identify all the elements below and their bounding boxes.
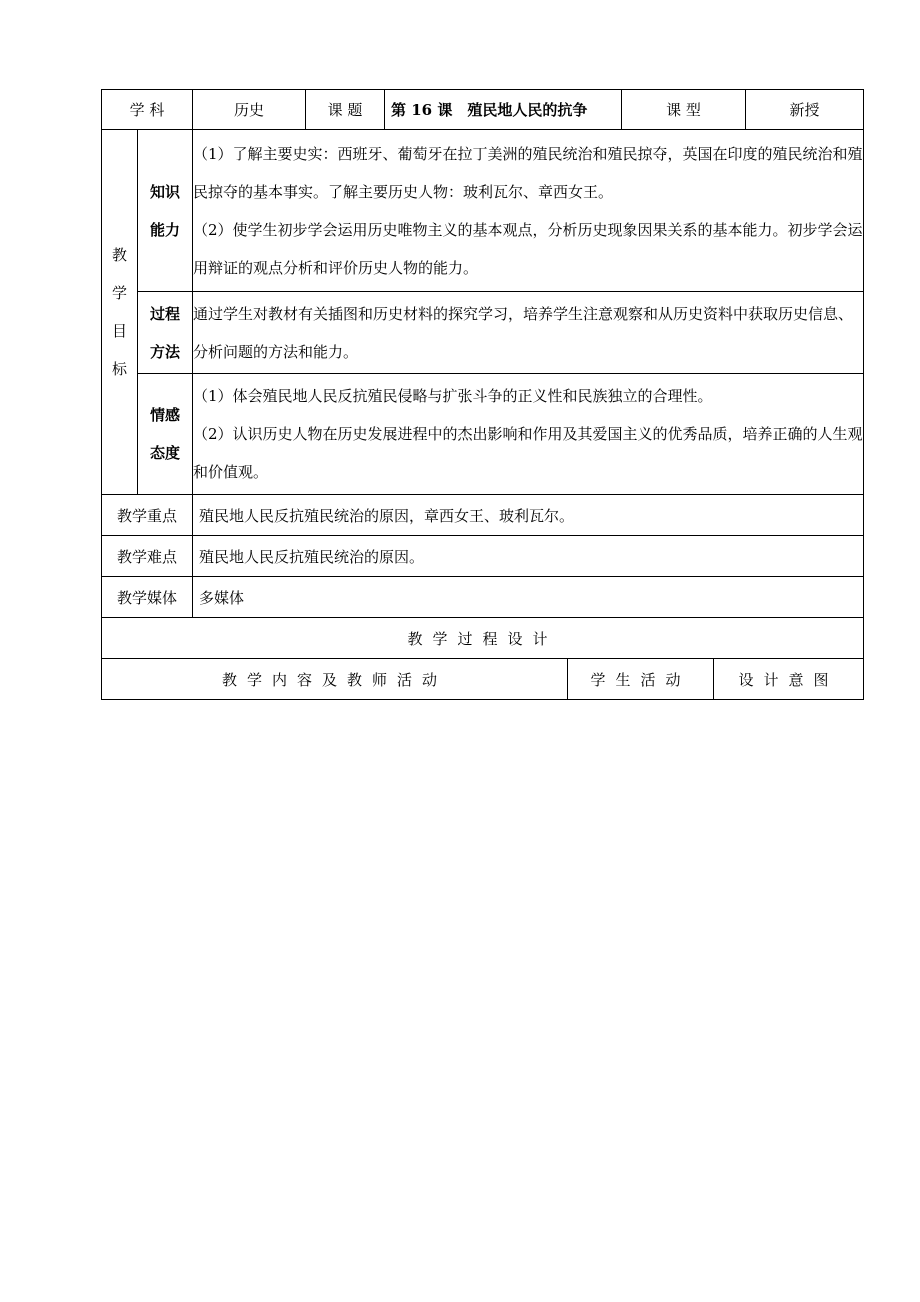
objectives-char-3: 目 bbox=[111, 322, 127, 340]
knowledge-label-line-2: 能力 bbox=[149, 220, 180, 239]
key-points-row bbox=[102, 495, 864, 536]
student-column-header: 学生活动 bbox=[568, 659, 714, 700]
objectives-char-4: 标 bbox=[111, 360, 127, 378]
subject-label: 学 科 bbox=[102, 90, 193, 130]
knowledge-label-line-1: 知识 bbox=[149, 182, 180, 201]
emotion-paragraph-1: （1）体会殖民地人民反抗殖民侵略与扩张斗争的正义性和民族独立的合理性。 bbox=[193, 387, 713, 405]
knowledge-label bbox=[138, 130, 193, 292]
process-design-row bbox=[102, 618, 864, 659]
media-label: 教学媒体 bbox=[102, 577, 193, 618]
emotion-label-line-1: 情感 bbox=[149, 406, 180, 424]
difficulties-value: 殖民地人民反抗殖民统治的原因。 bbox=[193, 536, 864, 577]
emotion-content bbox=[193, 374, 864, 495]
knowledge-paragraph-1: （1）了解主要史实：西班牙、葡萄牙在拉丁美洲的殖民统治和殖民掠夺，英国在印度的殖民统治和殖民掠夺的基本事实。了解主要历史人物：玻利瓦尔、章西女王。 bbox=[193, 144, 863, 201]
topic-label: 课 题 bbox=[306, 90, 385, 130]
difficulties-row bbox=[102, 536, 864, 577]
knowledge-paragraph-2: （2）使学生初步学会运用历史唯物主义的基本观点，分析历史现象因果关系的基本能力。初步学会运用辩证的观点分析和评价历史人物的能力。 bbox=[193, 220, 863, 277]
knowledge-content bbox=[193, 130, 864, 292]
objectives-group-label bbox=[102, 130, 138, 495]
emotion-label bbox=[138, 374, 193, 495]
emotion-label-line-2: 态度 bbox=[149, 444, 180, 462]
intent-column-header: 设计意图 bbox=[714, 659, 864, 700]
content-column-header: 教学内容及教师活动 bbox=[102, 659, 568, 700]
objective-process-row bbox=[102, 292, 864, 374]
subject-value: 历史 bbox=[193, 90, 306, 130]
process-label-line-2: 方法 bbox=[149, 342, 180, 361]
lesson-plan-table bbox=[101, 89, 864, 700]
column-header-row bbox=[102, 659, 864, 700]
process-content bbox=[193, 292, 864, 374]
topic-value: 第 16 课 殖民地人民的抗争 bbox=[385, 90, 622, 130]
process-label-line-1: 过程 bbox=[149, 304, 180, 323]
type-value: 新授 bbox=[746, 90, 864, 130]
key-points-value: 殖民地人民反抗殖民统治的原因，章西女王、玻利瓦尔。 bbox=[193, 495, 864, 536]
process-design-title: 教学过程设计 bbox=[102, 618, 864, 659]
header-row bbox=[102, 90, 864, 130]
emotion-paragraph-2: （2）认识历史人物在历史发展进程中的杰出影响和作用及其爱国主义的优秀品质，培养正确的人生观和价值观。 bbox=[193, 425, 863, 481]
objectives-char-2: 学 bbox=[111, 284, 127, 302]
key-points-label: 教学重点 bbox=[102, 495, 193, 536]
media-row bbox=[102, 577, 864, 618]
difficulties-label: 教学难点 bbox=[102, 536, 193, 577]
objective-emotion-row bbox=[102, 374, 864, 495]
type-label: 课 型 bbox=[622, 90, 746, 130]
objectives-char-1: 教 bbox=[111, 246, 127, 264]
process-paragraph-1: 通过学生对教材有关插图和历史材料的探究学习，培养学生注意观察和从历史资料中获取历史信息、分析问题的方法和能力。 bbox=[193, 304, 854, 361]
media-value: 多媒体 bbox=[193, 577, 864, 618]
objective-knowledge-row bbox=[102, 130, 864, 292]
process-label bbox=[138, 292, 193, 374]
